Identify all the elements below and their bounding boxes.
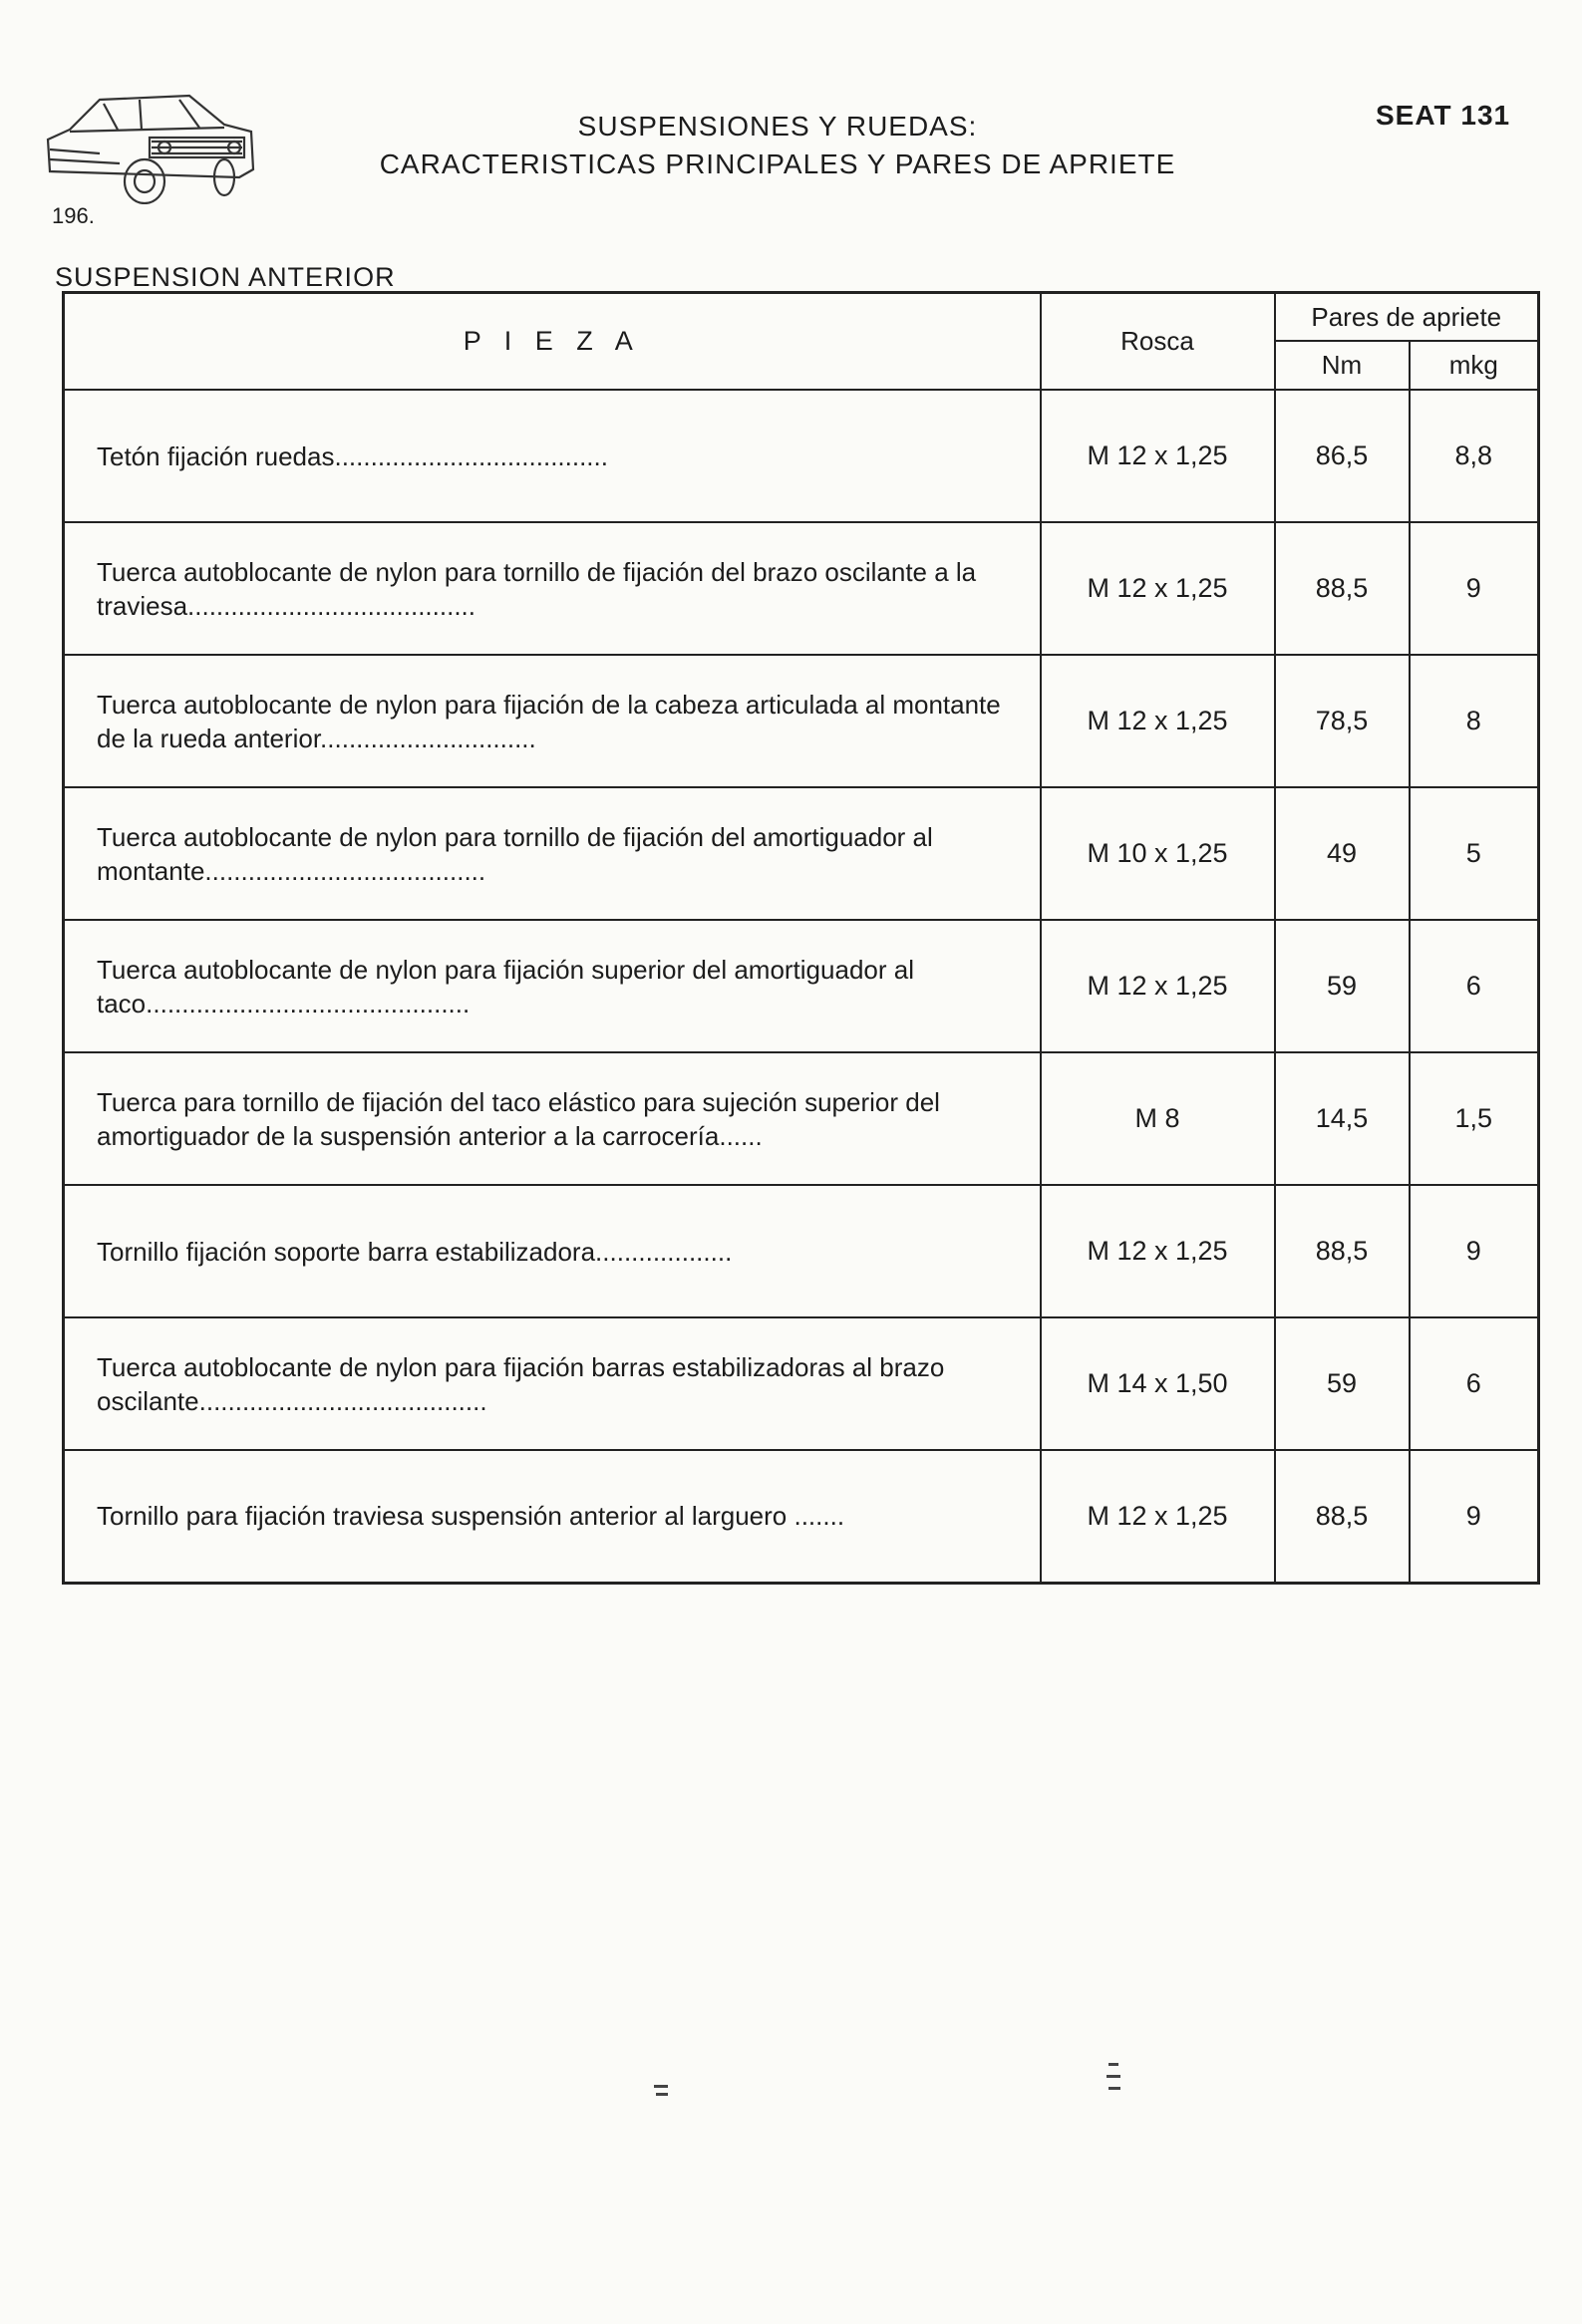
- cell-mkg: 6: [1410, 920, 1539, 1052]
- section-title: SUSPENSION ANTERIOR: [55, 262, 396, 292]
- scan-mark: [1108, 2063, 1118, 2066]
- torque-table: [62, 291, 1540, 1585]
- cell-mkg: 8,8: [1410, 390, 1539, 522]
- cell-rosca: M 8: [1041, 1052, 1275, 1185]
- cell-nm: 88,5: [1275, 522, 1410, 655]
- cell-nm: 78,5: [1275, 655, 1410, 787]
- table-row: [64, 655, 1539, 787]
- cell-mkg: 8: [1410, 655, 1539, 787]
- cell-pieza: Tornillo para fijación traviesa suspensión anterior al larguero .......: [64, 1450, 1041, 1583]
- scan-mark: [656, 2093, 668, 2096]
- cell-pieza: Tuerca para tornillo de fijación del taco elástico para sujeción superior del amortiguador de la suspensión anterior a la carrocería......: [64, 1052, 1041, 1185]
- cell-nm: 88,5: [1275, 1450, 1410, 1583]
- table-row: [64, 1450, 1539, 1583]
- table-row: [64, 1185, 1539, 1317]
- table-row: [64, 1317, 1539, 1450]
- col-header-pares: Pares de apriete: [1275, 293, 1539, 342]
- cell-mkg: 6: [1410, 1317, 1539, 1450]
- col-header-nm: Nm: [1275, 341, 1410, 390]
- table-row: [64, 1052, 1539, 1185]
- cell-rosca: M 12 x 1,25: [1041, 1185, 1275, 1317]
- cell-nm: 59: [1275, 920, 1410, 1052]
- cell-nm: 86,5: [1275, 390, 1410, 522]
- cell-pieza: Tornillo fijación soporte barra estabilizadora...................: [64, 1185, 1041, 1317]
- cell-rosca: M 14 x 1,50: [1041, 1317, 1275, 1450]
- col-header-rosca: Rosca: [1041, 293, 1275, 391]
- cell-pieza: Tuerca autoblocante de nylon para tornillo de fijación del amortiguador al montante.......................................: [64, 787, 1041, 920]
- cell-nm: 59: [1275, 1317, 1410, 1450]
- cell-rosca: M 12 x 1,25: [1041, 1450, 1275, 1583]
- cell-rosca: M 12 x 1,25: [1041, 655, 1275, 787]
- cell-mkg: 9: [1410, 1185, 1539, 1317]
- brand-label: SEAT 131: [1376, 100, 1511, 131]
- scan-mark: [654, 2085, 668, 2088]
- cell-rosca: M 10 x 1,25: [1041, 787, 1275, 920]
- cell-pieza: Tuerca autoblocante de nylon para tornillo de fijación del brazo oscilante a la traviesa........................................: [64, 522, 1041, 655]
- table-row: [64, 390, 1539, 522]
- col-header-pieza: P I E Z A: [64, 293, 1041, 391]
- cell-rosca: M 12 x 1,25: [1041, 390, 1275, 522]
- cell-pieza: Tuerca autoblocante de nylon para fijación barras estabilizadoras al brazo oscilante........................................: [64, 1317, 1041, 1450]
- car-illustration: [40, 70, 259, 204]
- cell-rosca: M 12 x 1,25: [1041, 920, 1275, 1052]
- title-line-1: SUSPENSIONES Y RUEDAS:: [577, 111, 978, 142]
- cell-pieza: Tuerca autoblocante de nylon para fijación de la cabeza articulada al montante de la rueda anterior..............................: [64, 655, 1041, 787]
- scan-mark: [1108, 2087, 1120, 2090]
- cell-nm: 14,5: [1275, 1052, 1410, 1185]
- cell-rosca: M 12 x 1,25: [1041, 522, 1275, 655]
- cell-mkg: 9: [1410, 522, 1539, 655]
- table-row: [64, 787, 1539, 920]
- col-header-mkg: mkg: [1410, 341, 1539, 390]
- cell-pieza: Tuerca autoblocante de nylon para fijación superior del amortiguador al taco.............................................: [64, 920, 1041, 1052]
- title-line-2: CARACTERISTICAS PRINCIPALES Y PARES DE APRIETE: [379, 148, 1176, 179]
- table-row: [64, 522, 1539, 655]
- page-title: [299, 108, 1256, 183]
- cell-mkg: 9: [1410, 1450, 1539, 1583]
- cell-mkg: 5: [1410, 787, 1539, 920]
- cell-pieza: Tetón fijación ruedas......................................: [64, 390, 1041, 522]
- scan-mark: [1107, 2075, 1120, 2078]
- page-number: 196.: [52, 203, 95, 228]
- cell-nm: 49: [1275, 787, 1410, 920]
- cell-mkg: 1,5: [1410, 1052, 1539, 1185]
- table-row: [64, 920, 1539, 1052]
- cell-nm: 88,5: [1275, 1185, 1410, 1317]
